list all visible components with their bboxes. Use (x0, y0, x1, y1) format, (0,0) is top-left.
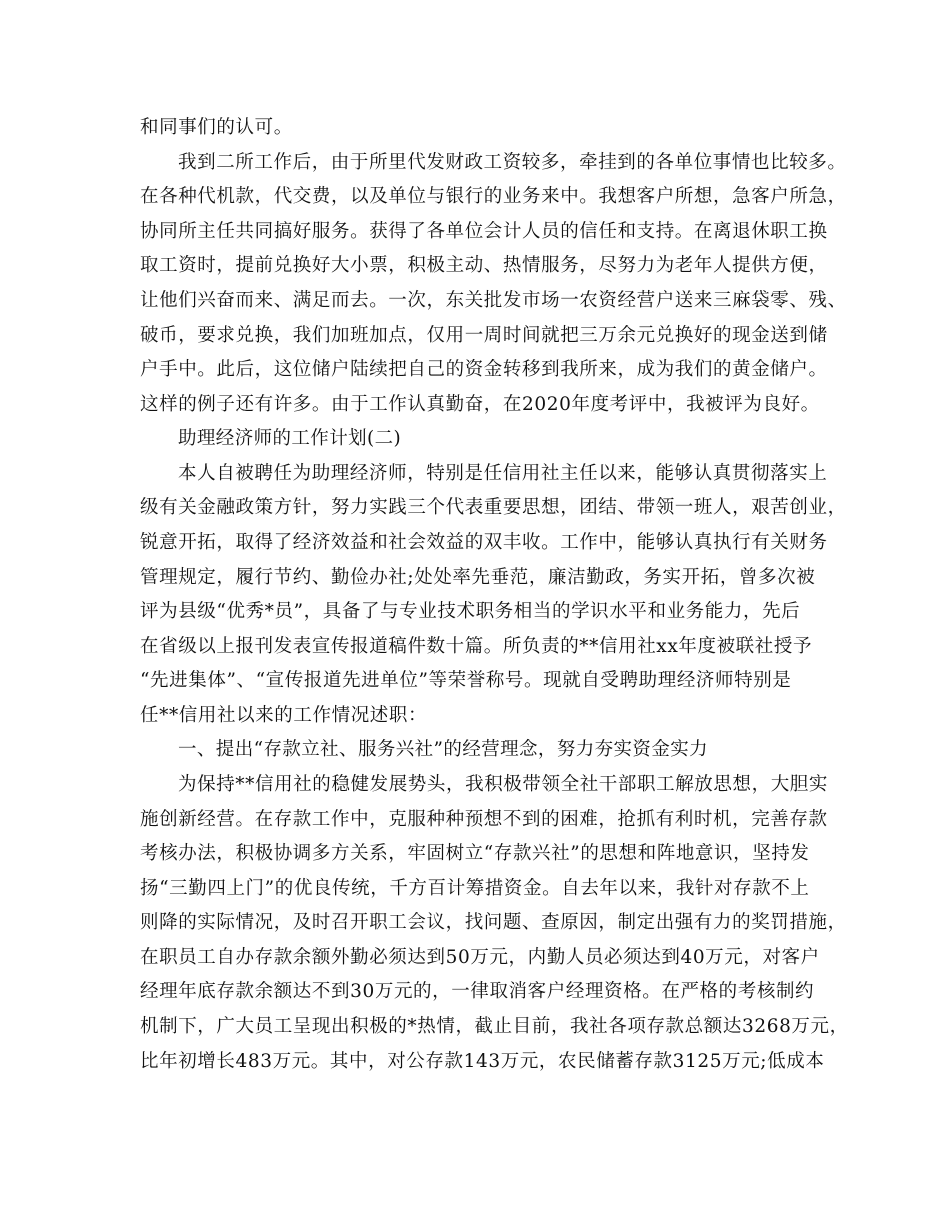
text-line: 机制下，广大员工呈现出积极的*热情，截止目前，我社各项存款总额达3268万元， (140, 1016, 849, 1037)
section-title: 助理经济师的工作计划(二) (178, 428, 402, 449)
section-heading: 一、提出“存款立社、服务兴社”的经营理念，努力夯实资金实力 (178, 739, 709, 760)
text-line: 管理规定，履行节约、勤俭办社;处处率先垂范，廉洁勤政，务实开拓，曾多次被 (140, 567, 816, 588)
text-line: 这样的例子还有许多。由于工作认真勤奋，在2020年度考评中，我被评为良好。 (140, 394, 820, 415)
paragraph-start-line: 为保持**信用社的稳健发展势头，我积极带领全社干部职工解放思想，大胆实 (178, 774, 829, 795)
text-line: 户手中。此后，这位储户陆续把自己的资金转移到我所来，成为我们的黄金储户。 (140, 359, 828, 380)
text-line: 协同所主任共同搞好服务。获得了各单位会计人员的信任和支持。在离退休职工换 (140, 221, 828, 242)
paragraph-start-line: 我到二所工作后，由于所里代发财政工资较多，牵挂到的各单位事情也比较多。 (178, 152, 847, 173)
text-line: 则降的实际情况，及时召开职工会议，找问题、查原因，制定出强有力的奖罚措施， (140, 912, 847, 933)
paragraph-start-line: 本人自被聘任为助理经济师，特别是任信用社主任以来，能够认真贯彻落实上 (178, 463, 828, 484)
text-line: 取工资时，提前兑换好大小票，积极主动、热情服务，尽努力为老年人提供方便， (140, 255, 828, 276)
text-line: 评为县级“优秀*员”，具备了与专业技术职务相当的学识水平和业务能力，先后 (140, 601, 801, 622)
text-line: 破币，要求兑换，我们加班加点，仅用一周时间就把三万余元兑换好的现金送到储 (140, 325, 828, 346)
text-line: 级有关金融政策方针，努力实践三个代表重要思想，团结、带领一班人，艰苦创业， (140, 497, 847, 518)
text-line: 任**信用社以来的工作情况述职： (140, 705, 428, 726)
text-line: 施创新经营。在存款工作中，克服种种预想不到的困难，抢抓有利时机，完善存款 (140, 809, 828, 830)
text-line: 考核办法，积极协调多方关系，牢固树立“存款兴社”的思想和阵地意识，坚持发 (140, 843, 810, 864)
text-line: 在职员工自办存款余额外勤必须达到50万元，内勤人员必须达到40万元，对客户 (140, 947, 820, 968)
text-line: 让他们兴奋而来、满足而去。一次，东关批发市场一农资经营户送来三麻袋零、残、 (140, 290, 847, 311)
text-line: 和同事们的认可。 (140, 117, 293, 138)
text-line: 比年初增长483万元。其中，对公存款143万元，农民储蓄存款3125万元;低成本 (140, 1051, 825, 1072)
text-line: 扬“三勤四上门”的优良传统，千方百计筹措资金。自去年以来，我针对存款不上 (140, 878, 810, 899)
text-line: 锐意开拓，取得了经济效益和社会效益的双丰收。工作中，能够认真执行有关财务 (140, 532, 828, 553)
text-line: 经理年底存款余额达不到30万元的，一律取消客户经理资格。在严格的考核制约 (140, 981, 815, 1002)
text-line: “先进集体”、“宣传报道先进单位”等荣誉称号。现就自受聘助理经济师特别是 (140, 670, 792, 691)
text-line: 在各种代机款，代交费，以及单位与银行的业务来中。我想客户所想，急客户所急， (140, 186, 847, 207)
text-line: 在省级以上报刊发表宣传报道稿件数十篇。所负责的**信用社xx年度被联社授予 (140, 636, 813, 657)
